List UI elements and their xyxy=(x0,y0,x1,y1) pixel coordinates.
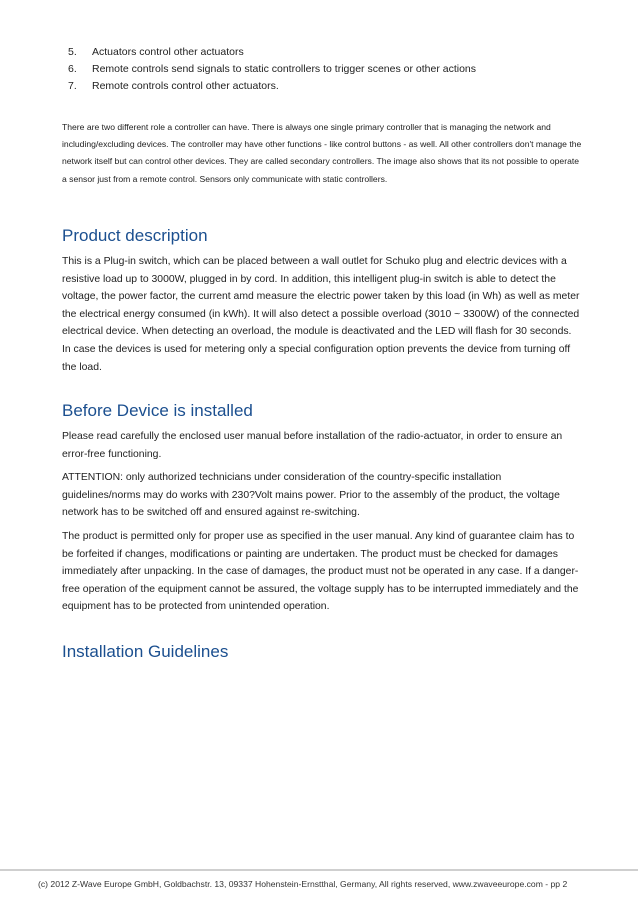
list-text: Actuators control other actuators xyxy=(92,46,244,58)
attention-paragraph: ATTENTION: only authorized technicians under consideration of the country-specific installation guidelines/norms may do works with 230?Volt mains power. Prior to the assembly of the product, the voltage network has to be switched off and ensured against re-switching. xyxy=(62,472,560,519)
product-description-heading: Product description xyxy=(62,226,208,245)
list-item xyxy=(68,78,476,95)
proper-use-paragraph: The product is permitted only for proper use as specified in the user manual. Any kind of guarantee claim has to be forfeited if changes, modifications or painting are undertaken. The product must be checked for damages immediately after unpacking. In the case of damages, the product must not be operated in any case. If a danger-free operation of the equipment cannot be assured, the voltage supply has to be interrupted immediately and the equipment has to be protected from unintended operation. xyxy=(62,531,579,613)
numbered-list xyxy=(68,44,476,95)
page-footer: (c) 2012 Z-Wave Europe GmbH, Goldbachstr. 13, 09337 Hohenstein-Ernstthal, Germany, All rights reserved, www.zwaveeurope.com - pp 2 xyxy=(38,879,568,889)
list-number: 6. xyxy=(68,63,77,75)
before-installed-heading: Before Device is installed xyxy=(62,401,253,420)
list-text: Remote controls control other actuators. xyxy=(92,80,279,92)
installation-guidelines-heading: Installation Guidelines xyxy=(62,642,229,661)
product-description-body: This is a Plug-in switch, which can be placed between a wall outlet for Schuko plug and electric devices with a resistive load up to 3000W, plugged in by cord. In addition, this intelligent plug-in switch is able to detect the voltage, the power factor, the current amd measure the electric power taken by this load (in Wh) as well as meter the electrical energy consumed (in kWh). It will also detect a possible overload (3010 ~ 3300W) of the connected electrical device. When detecting an overload, the module is deactivated and the LED will flash for 30 seconds. In case the devices is used for metering only a special configuration option prevents the device from turning off the load. xyxy=(62,256,580,373)
before-installed-paragraph-1: Please read carefully the enclosed user manual before installation of the radio-actuator, in order to ensure an error-free functioning. xyxy=(62,431,563,460)
list-text: Remote controls send signals to static controllers to trigger scenes or other actions xyxy=(92,63,477,75)
list-number: 7. xyxy=(68,80,77,92)
list-number: 5. xyxy=(68,46,77,58)
list-item xyxy=(68,44,476,61)
list-item xyxy=(68,61,476,78)
intro-paragraph: There are two different role a controller can have. There is always one single primary controller that is managing the network and including/excluding devices. The controller may have other functions - like control buttons - as well. All other controllers don't manage the network itself but can control other devices. They are called secondary controllers. The image also shows that its not possible to operate a sensor just from a remote control. Sensors only communicate with static controllers. xyxy=(62,122,582,184)
footer-divider xyxy=(0,869,638,871)
